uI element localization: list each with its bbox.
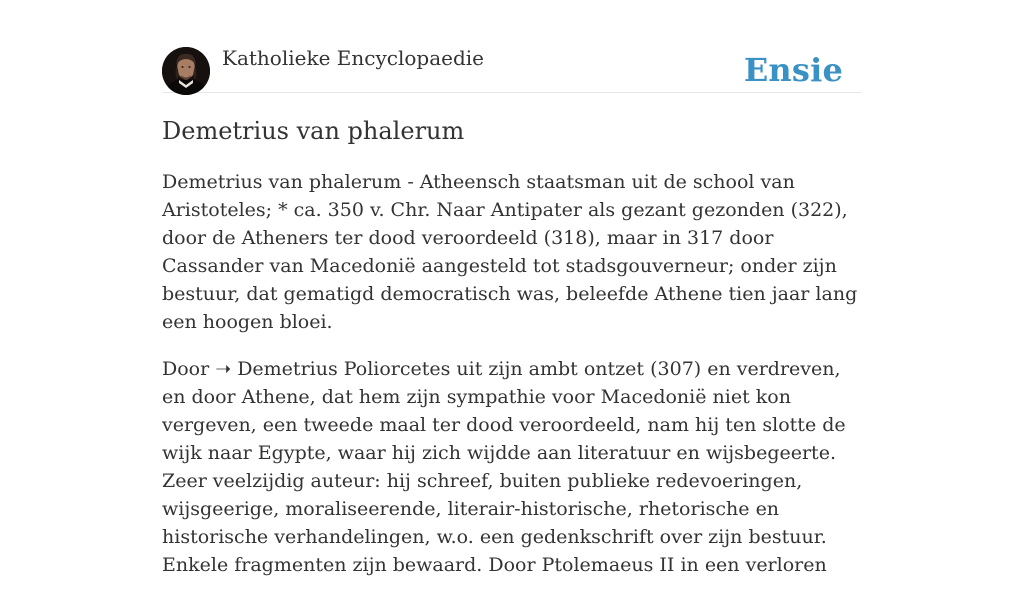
brand-logo[interactable]: Ensie — [743, 51, 843, 89]
article-paragraph: Door ➝ Demetrius Poliorcetes uit zijn ambt ontzet (307) en verdreven, en door Athene, dat hem zijn sympathie voor Macedonië niet kon vergeven, een tweede maal ter dood veroordeeld, nam hij ten slotte de wijk naar Egypte, waar hij zich wijdde aan literatuur en wijsbegeerte. Zeer veelzijdig auteur: hij schreef, buiten publieke redevoeringen, wijsgeerige, moraliseerende, literair-historische, rhetorische en historische verhandelingen, w.o. een gedenkschrift over zijn bestuur. Enkele fragmenten zijn bewaard. Door Ptolemaeus II in een verloren — [162, 358, 846, 576]
article-title: Demetrius van phalerum — [162, 117, 465, 145]
article-paragraph: Demetrius van phalerum - Atheensch staatsman uit de school van Aristoteles; * ca. 350 v. Chr. Naar Antipater als gezant gezonden (322), door de Atheners ter dood veroordeeld (318), maar in 317 door Cassander van Macedonië aangesteld tot stadsgouverneur; onder zijn bestuur, dat gematigd democratisch was, beleefde Athene tien jaar lang een hoogen bloei. — [162, 171, 858, 333]
page — [162, 0, 862, 576]
portrait-avatar-icon[interactable] — [162, 47, 210, 95]
article-body — [162, 168, 862, 598]
site-header — [162, 0, 862, 93]
site-title[interactable]: Katholieke Encyclopaedie — [222, 46, 484, 70]
